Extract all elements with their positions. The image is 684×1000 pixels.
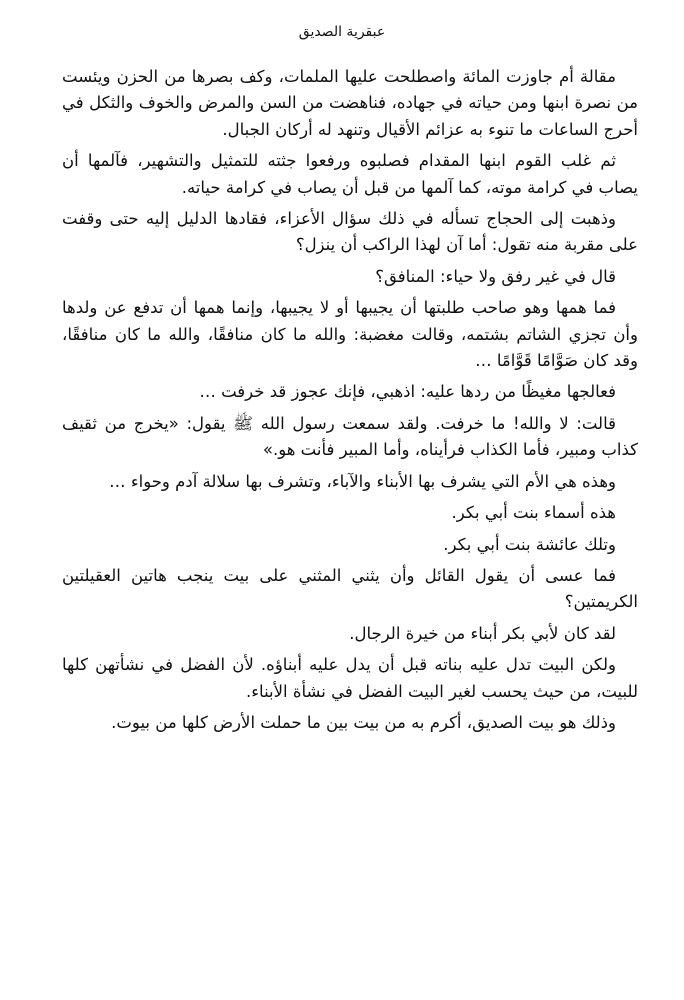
paragraph: فما همها وهو صاحب طلبتها أن يجيبها أو لا يجيبها، وإنما همها أن تدفع عن ولدها وأن تجزي الشاتم بشتمه، وقالت مغضبة: والله ما كان منافقًا، والله ما كان منافقًا، وقد كان صَوَّامًا قَوَّامًا …: [62, 298, 638, 371]
paragraph: فما عسى أن يقول القائل وأن يثني المثني على بيت ينجب هاتين العقيلتين الكريمتين؟: [62, 565, 638, 612]
paragraph: لقد كان لأبي بكر أبناء من خيرة الرجال.: [349, 623, 616, 643]
paragraph: قال في غير رفق ولا حياء: المنافق؟: [375, 266, 616, 286]
paragraph: ولكن البيت تدل عليه بناته قبل أن يدل عليه أبناؤه. لأن الفضل في نشأتهن كلها للبيت، من حيث يحسب لغير البيت الفضل في نشأة الأبناء.: [62, 655, 638, 701]
paragraph: مقالة أم جاوزت المائة واصطلحت عليها الملمات، وكف بصرها من الحزن ويئست من نصرة ابنها ومن حياته في جهاده، فناهضت من السن والمرض والخوف والثكل في أحرج الساعات ما تنوء به عزائم الأقيال وتنهد له أركان الجبال.: [62, 67, 638, 139]
paragraph: وهذه هي الأم التي يشرف بها الأبناء والآباء، وتشرف بها سلالة آدم وحواء …: [109, 471, 616, 491]
paragraph: وذهبت إلى الحجاج تسأله في ذلك سؤال الأعزاء، فقادها الدليل إليه حتى وقفت على مقربة منه تقول: أما آن لهذا الراكب أن ينزل؟: [62, 209, 638, 255]
running-header: عبقرية الصديق: [298, 24, 386, 40]
paragraph: ثم غلب القوم ابنها المقدام فصلبوه ورفعوا جثته للتمثيل والتشهير، فآلمها أن يصاب في كرامة موته، كما آلمها من قبل أن يصاب في كرامة حياته.: [62, 151, 638, 197]
text-body: [62, 64, 638, 741]
paragraph: قالت: لا والله! ما خرفت. ولقد سمعت رسول الله ﷺ يقول: «يخرج من ثقيف كذاب ومبير، فأما الكذاب فرأيناه، وأما المبير فأنت هو.»: [62, 413, 638, 460]
paragraph: فعالجها مغيظًا من ردها عليه: اذهبي، فإنك عجوز قد خرفت …: [199, 382, 616, 402]
paragraph: وذلك هو بيت الصديق، أكرم به من بيت بين ما حملت الأرض كلها من بيوت.: [111, 712, 616, 732]
paragraph: وتلك عائشة بنت أبي بكر.: [443, 534, 616, 554]
paragraph: هذه أسماء بنت أبي بكر.: [451, 503, 616, 523]
